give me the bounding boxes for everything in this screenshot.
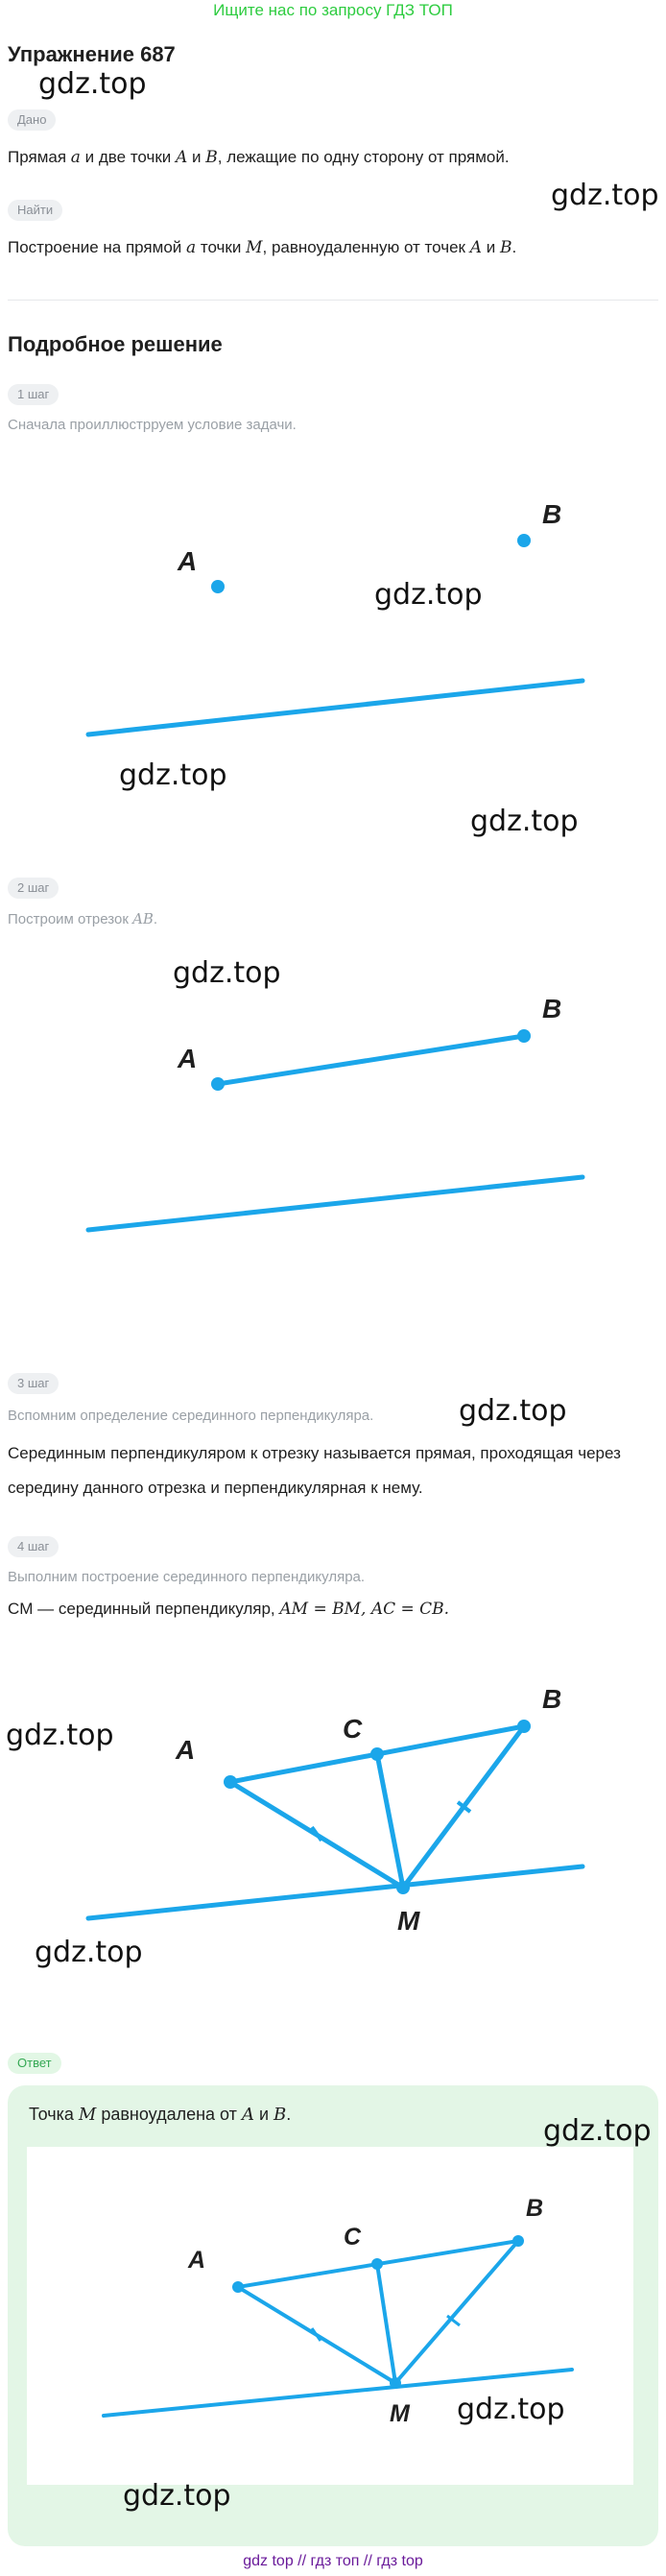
step-1-text: Сначала проиллюстрруем условие задачи. (8, 417, 297, 433)
watermark: gdz.top (470, 805, 579, 838)
label-m: M (390, 2400, 410, 2427)
segment-ab (218, 1036, 524, 1084)
find-chip: Найти (8, 200, 62, 221)
label-b: B (526, 2195, 544, 2222)
segment-bm (395, 2241, 518, 2383)
step-3-chip: 3 шаг (8, 1373, 59, 1394)
line-a (88, 1866, 583, 1918)
line-a (88, 681, 583, 734)
divider (8, 300, 658, 301)
footer-separator: // (297, 2553, 307, 2569)
answer-box (8, 2085, 658, 2546)
segment-cm (377, 2264, 395, 2383)
label-a: A (188, 2247, 206, 2274)
answer-text: Точка M равноудалена от A и B. (29, 2105, 292, 2125)
label-b: B (542, 994, 562, 1023)
given-chip: Дано (8, 109, 56, 131)
label-a: A (178, 546, 198, 576)
label-a: A (176, 1735, 196, 1765)
step-1-chip: 1 шаг (8, 384, 59, 405)
definition-text: Серединным перпендикуляром к отрезку называется прямая, проходящая через середину данного отрезка и перпендикулярная к нему. (8, 1444, 621, 1497)
exercise-title: Упражнение 687 (8, 42, 176, 66)
answer-figure-panel (27, 2147, 633, 2485)
watermark: gdz.top (123, 2479, 231, 2513)
watermark: gdz.top (374, 578, 483, 612)
watermark: gdz.top (543, 2114, 652, 2148)
watermark: gdz.top (457, 2393, 565, 2426)
point-c (371, 2258, 383, 2270)
figure-3 (0, 1651, 666, 1959)
answer-chip: Ответ (8, 2053, 61, 2074)
step-3-text: Вспомним определение серединного перпендикуляра. (8, 1408, 374, 1424)
answer-figure (27, 2147, 633, 2485)
search-hint-link[interactable]: Ищите нас по запросу ГДЗ ТОП (213, 1, 453, 19)
label-c: C (344, 2224, 362, 2251)
watermark: gdz.top (35, 1936, 143, 1969)
watermark: gdz.top (38, 67, 147, 101)
watermark: gdz.top (119, 758, 227, 792)
footer-separator: // (363, 2553, 372, 2569)
point-c (370, 1747, 384, 1761)
label-m: M (397, 1906, 420, 1936)
label-b: B (542, 499, 562, 529)
footer-links (0, 2553, 666, 2570)
watermark: gdz.top (551, 179, 659, 212)
footer-link-1[interactable]: gdz top (243, 2553, 294, 2569)
solution-title: Подробное решение (8, 332, 223, 356)
point-m (396, 1881, 410, 1894)
step-2-text: Построим отрезок AB. (8, 910, 158, 927)
step-4-statement: CM — серединный перпендикуляр, AM = BM, AC = CB. (8, 1600, 450, 1619)
watermark: gdz.top (173, 956, 281, 990)
line-a (88, 1177, 583, 1230)
footer-link-2[interactable]: гдз топ (310, 2553, 360, 2569)
point-b (517, 534, 531, 547)
figure-1 (0, 461, 666, 845)
point-a (211, 580, 225, 593)
point-m (390, 2377, 401, 2389)
point-a (232, 2281, 244, 2293)
label-c: C (343, 1714, 363, 1744)
label-b: B (542, 1684, 562, 1714)
figure-2 (0, 960, 666, 1248)
point-b (517, 1720, 531, 1733)
point-b (512, 2235, 524, 2247)
watermark: gdz.top (6, 1719, 114, 1752)
step-2-chip: 2 шаг (8, 878, 59, 899)
given-text: Прямая a и две точки A и B, лежащие по одну сторону от прямой. (8, 148, 510, 167)
point-a (211, 1077, 225, 1091)
find-text: Построение на прямой a точки M, равноудаленную от точек A и B. (8, 238, 517, 257)
point-b (517, 1029, 531, 1043)
footer-link-3[interactable]: гдз top (376, 2553, 423, 2569)
label-a: A (178, 1044, 198, 1073)
point-a (224, 1775, 237, 1789)
step-4-text: Выполним построение серединного перпендикуляра. (8, 1569, 366, 1585)
segment-cm (377, 1754, 403, 1888)
step-4-chip: 4 шаг (8, 1536, 59, 1557)
watermark: gdz.top (459, 1394, 567, 1428)
